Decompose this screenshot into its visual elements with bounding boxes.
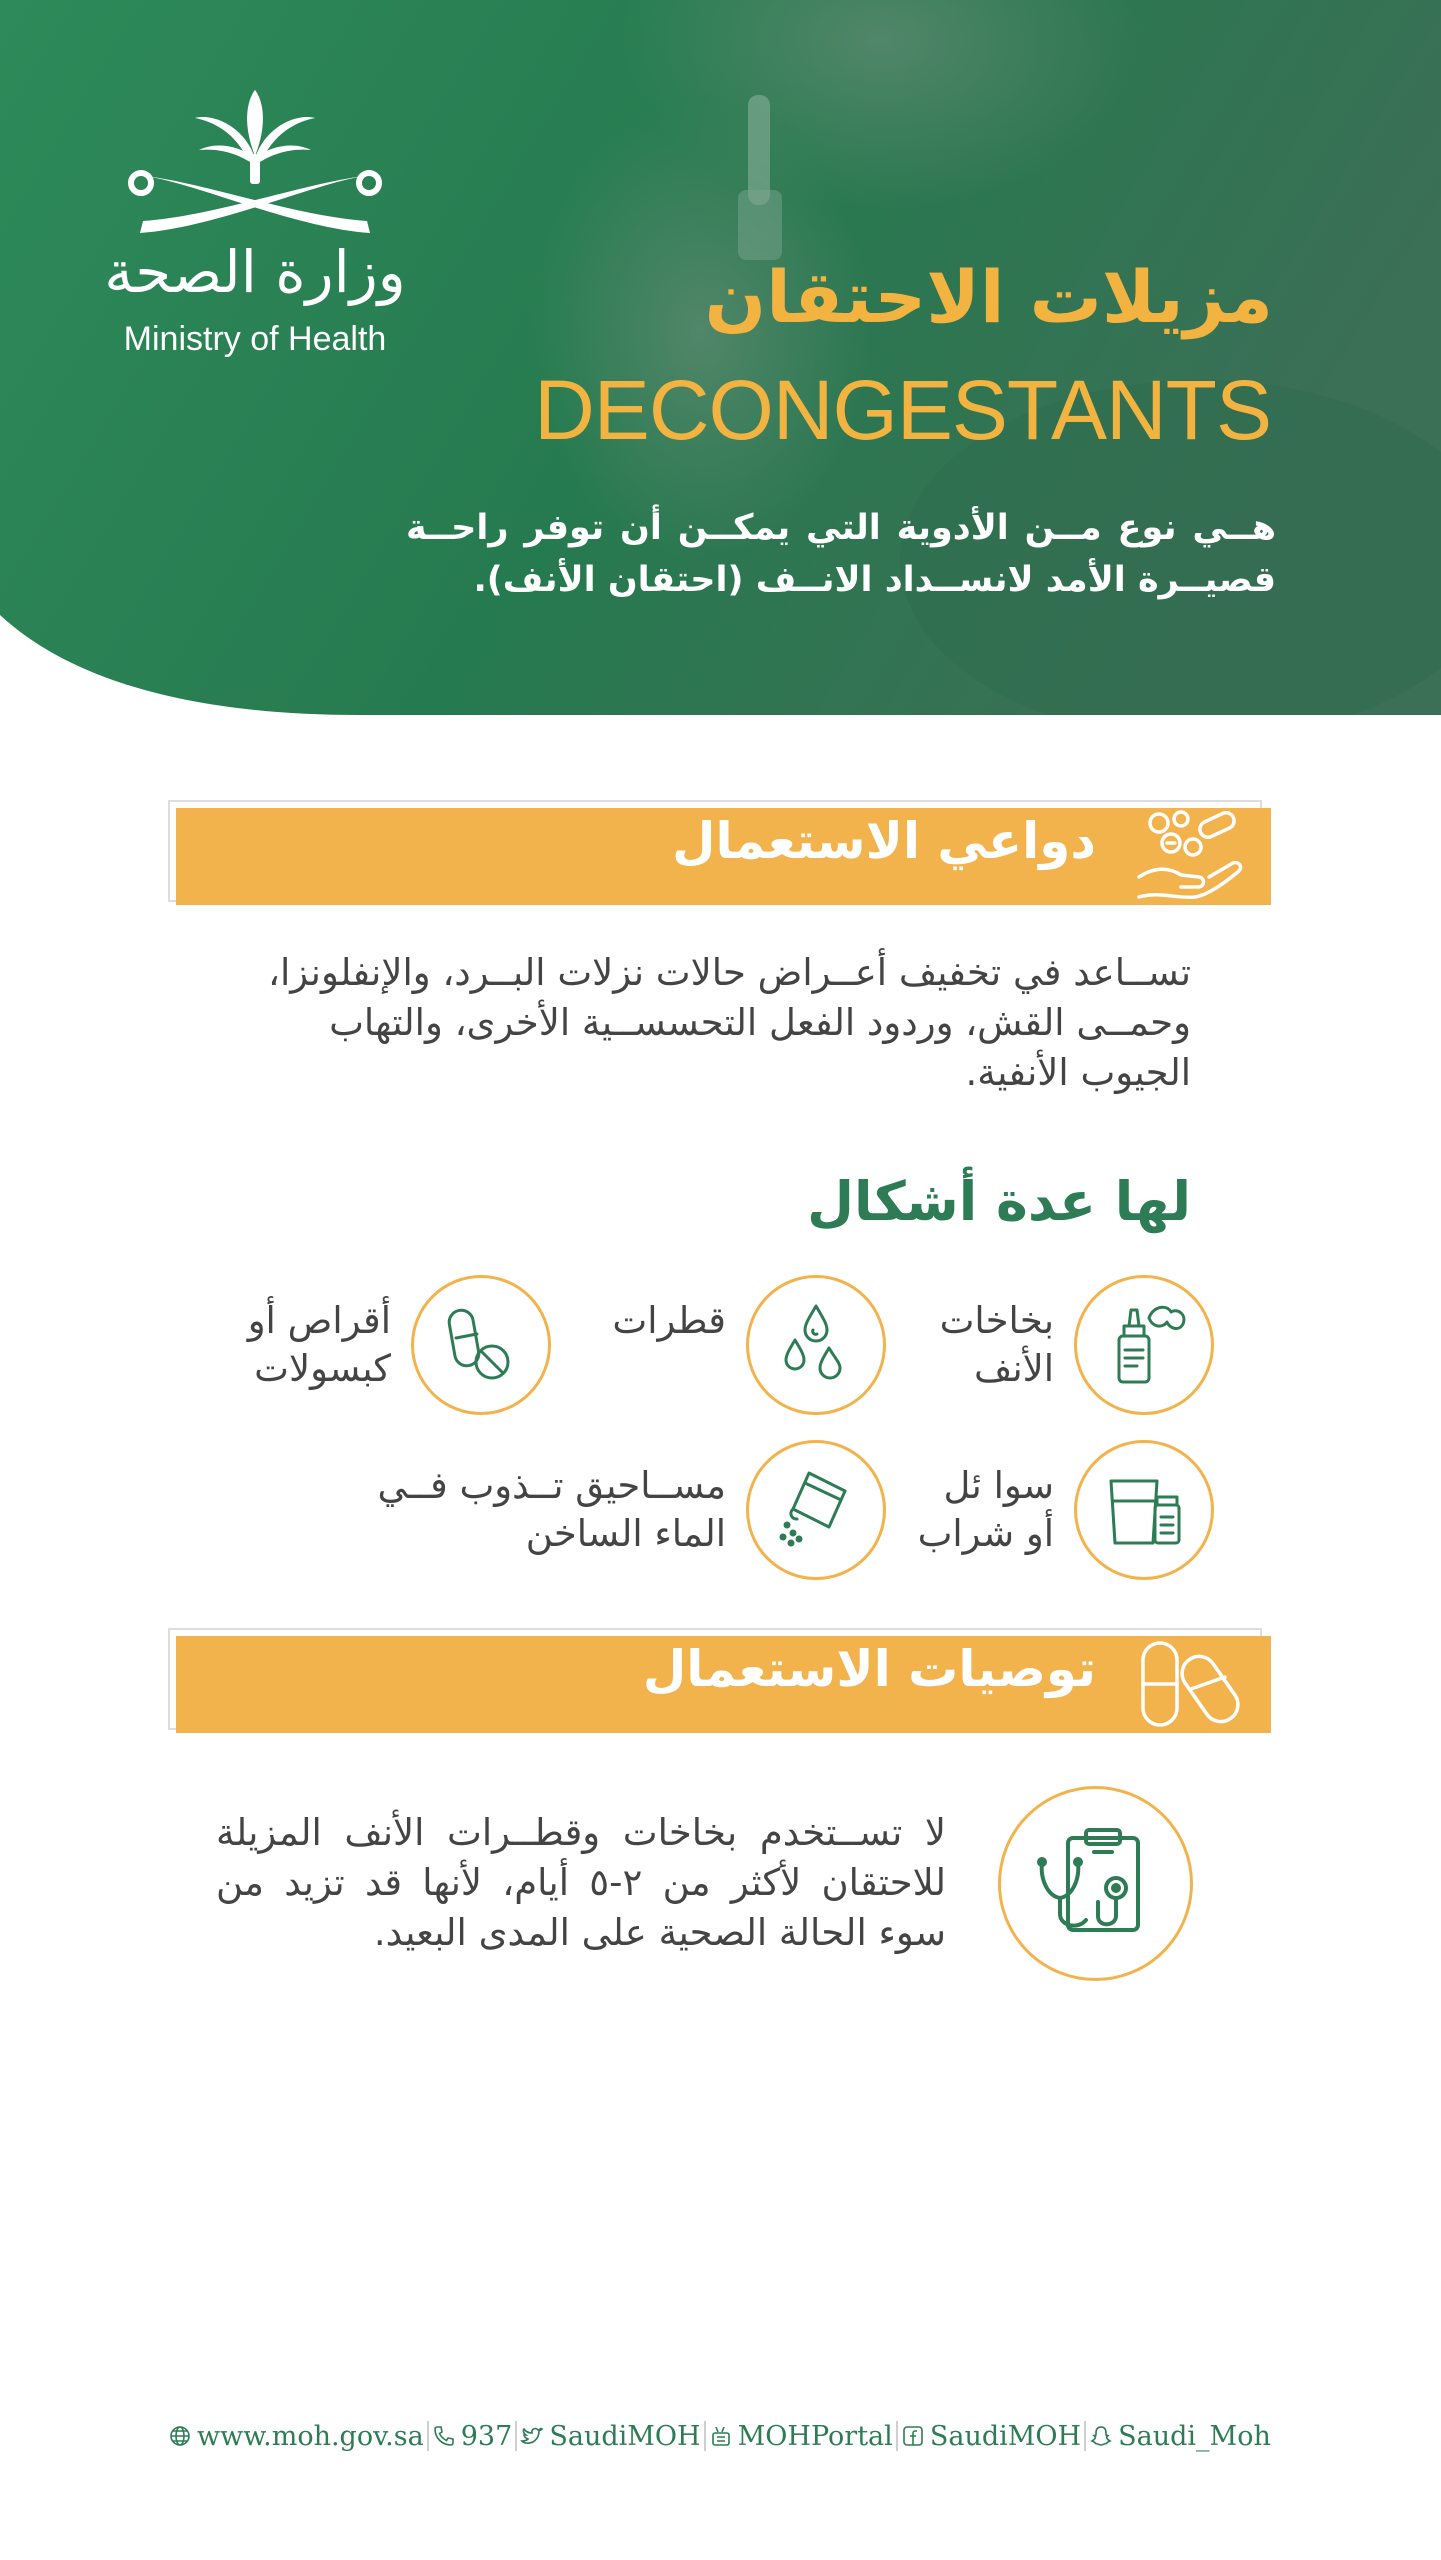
- form-label: مســاحيق تــذوب فــي الماء الساخن: [377, 1464, 726, 1555]
- reco-icon-circle: [998, 1786, 1193, 1981]
- recommendations-text: لا تســتخدم بخاخات وقطــرات الأنف المزيلة للاحتقان لأكثر من ٢-٥ أيام، لأنها قد تزيد من سوء الحالة الصحية على المدى البعيد.: [216, 1811, 946, 1954]
- website-link[interactable]: www.moh.gov.sa: [197, 2420, 424, 2452]
- forms-heading: لها عدة أشكال: [807, 1170, 1191, 1233]
- clipboard-stethoscope-icon: [1028, 1816, 1163, 1951]
- footer-youtube[interactable]: [709, 2421, 893, 2452]
- footer-twitter[interactable]: [520, 2421, 700, 2452]
- indications-heading: دواعي الاستعمال: [672, 812, 1096, 870]
- phone-icon: [432, 2424, 456, 2448]
- globe-icon: [168, 2424, 192, 2448]
- footer-divider: [896, 2421, 898, 2451]
- form-icon-circle: [746, 1440, 886, 1580]
- footer-divider: [515, 2421, 517, 2451]
- form-icon-circle: [1074, 1440, 1214, 1580]
- moh-logo: [95, 88, 415, 373]
- form-label: أقراص أو كبسولات: [247, 1299, 391, 1390]
- footer-snapchat[interactable]: [1089, 2421, 1271, 2452]
- powder-sachet-icon: [769, 1463, 863, 1557]
- recommendations-banner: [168, 1628, 1271, 1733]
- form-icon-circle: [411, 1275, 551, 1415]
- form-item-tablets: [191, 1275, 551, 1415]
- hero-banner: [0, 0, 1441, 715]
- palm-swords-emblem-icon: [95, 88, 415, 238]
- page-title-arabic: مزيلات الاحتقان: [704, 255, 1273, 339]
- footer-facebook[interactable]: [901, 2421, 1081, 2452]
- hand-pills-icon: [1129, 805, 1249, 905]
- page-title-english: DECONGESTANTS: [534, 363, 1271, 457]
- indications-banner: [168, 800, 1271, 905]
- twitter-handle[interactable]: SaudiMOH: [549, 2420, 701, 2452]
- footer-phone[interactable]: [432, 2421, 513, 2452]
- hero-description: هــي نوع مــن الأدوية التي يمكــن أن توفر راحــة قصيــرة الأمد لانســداد الانــف (احتقان الأنف).: [406, 508, 1276, 600]
- youtube-icon: [709, 2424, 733, 2448]
- form-item-nasal-spray: [874, 1275, 1214, 1415]
- facebook-icon: [901, 2424, 925, 2448]
- snapchat-handle[interactable]: Saudi_Moh: [1118, 2420, 1271, 2452]
- footer-divider: [427, 2421, 429, 2451]
- brand-name-english: Ministry of Health: [123, 320, 387, 358]
- phone-number[interactable]: 937: [460, 2420, 513, 2452]
- facebook-handle[interactable]: SaudiMOH: [929, 2420, 1082, 2452]
- form-item-syrup: [874, 1440, 1214, 1580]
- snapchat-icon: [1089, 2424, 1113, 2448]
- form-icon-circle: [1074, 1275, 1214, 1415]
- form-item-drops: [566, 1275, 886, 1415]
- syrup-icon: [1097, 1463, 1191, 1557]
- footer-divider: [704, 2421, 706, 2451]
- brand-name-arabic: وزارة الصحة: [104, 238, 406, 306]
- footer-divider: [1084, 2421, 1086, 2451]
- indications-text: تســاعد في تخفيف أعــراض حالات نزلات البــرد، والإنفلونزا، وحمــى القش، وردود الفعل التحسســية الأخرى، والتهاب الجيوب الأنفية.: [268, 951, 1191, 1094]
- form-icon-circle: [746, 1275, 886, 1415]
- form-label: قطرات: [612, 1299, 726, 1342]
- form-label: بخاخات الأنف: [939, 1299, 1054, 1390]
- youtube-channel[interactable]: MOHPortal: [737, 2420, 893, 2452]
- pill-capsule-icon: [434, 1298, 528, 1392]
- form-item-powder: [366, 1440, 886, 1580]
- drops-icon: [769, 1298, 863, 1392]
- nasal-spray-icon: [1097, 1298, 1191, 1392]
- form-label: سوا ئل أو شراب: [917, 1464, 1054, 1555]
- footer-contacts: [168, 2418, 1271, 2454]
- recommendations-heading: توصيات الاستعمال: [642, 1640, 1096, 1698]
- twitter-icon: [520, 2424, 544, 2448]
- capsules-icon: [1129, 1633, 1249, 1733]
- footer-website[interactable]: [168, 2421, 424, 2452]
